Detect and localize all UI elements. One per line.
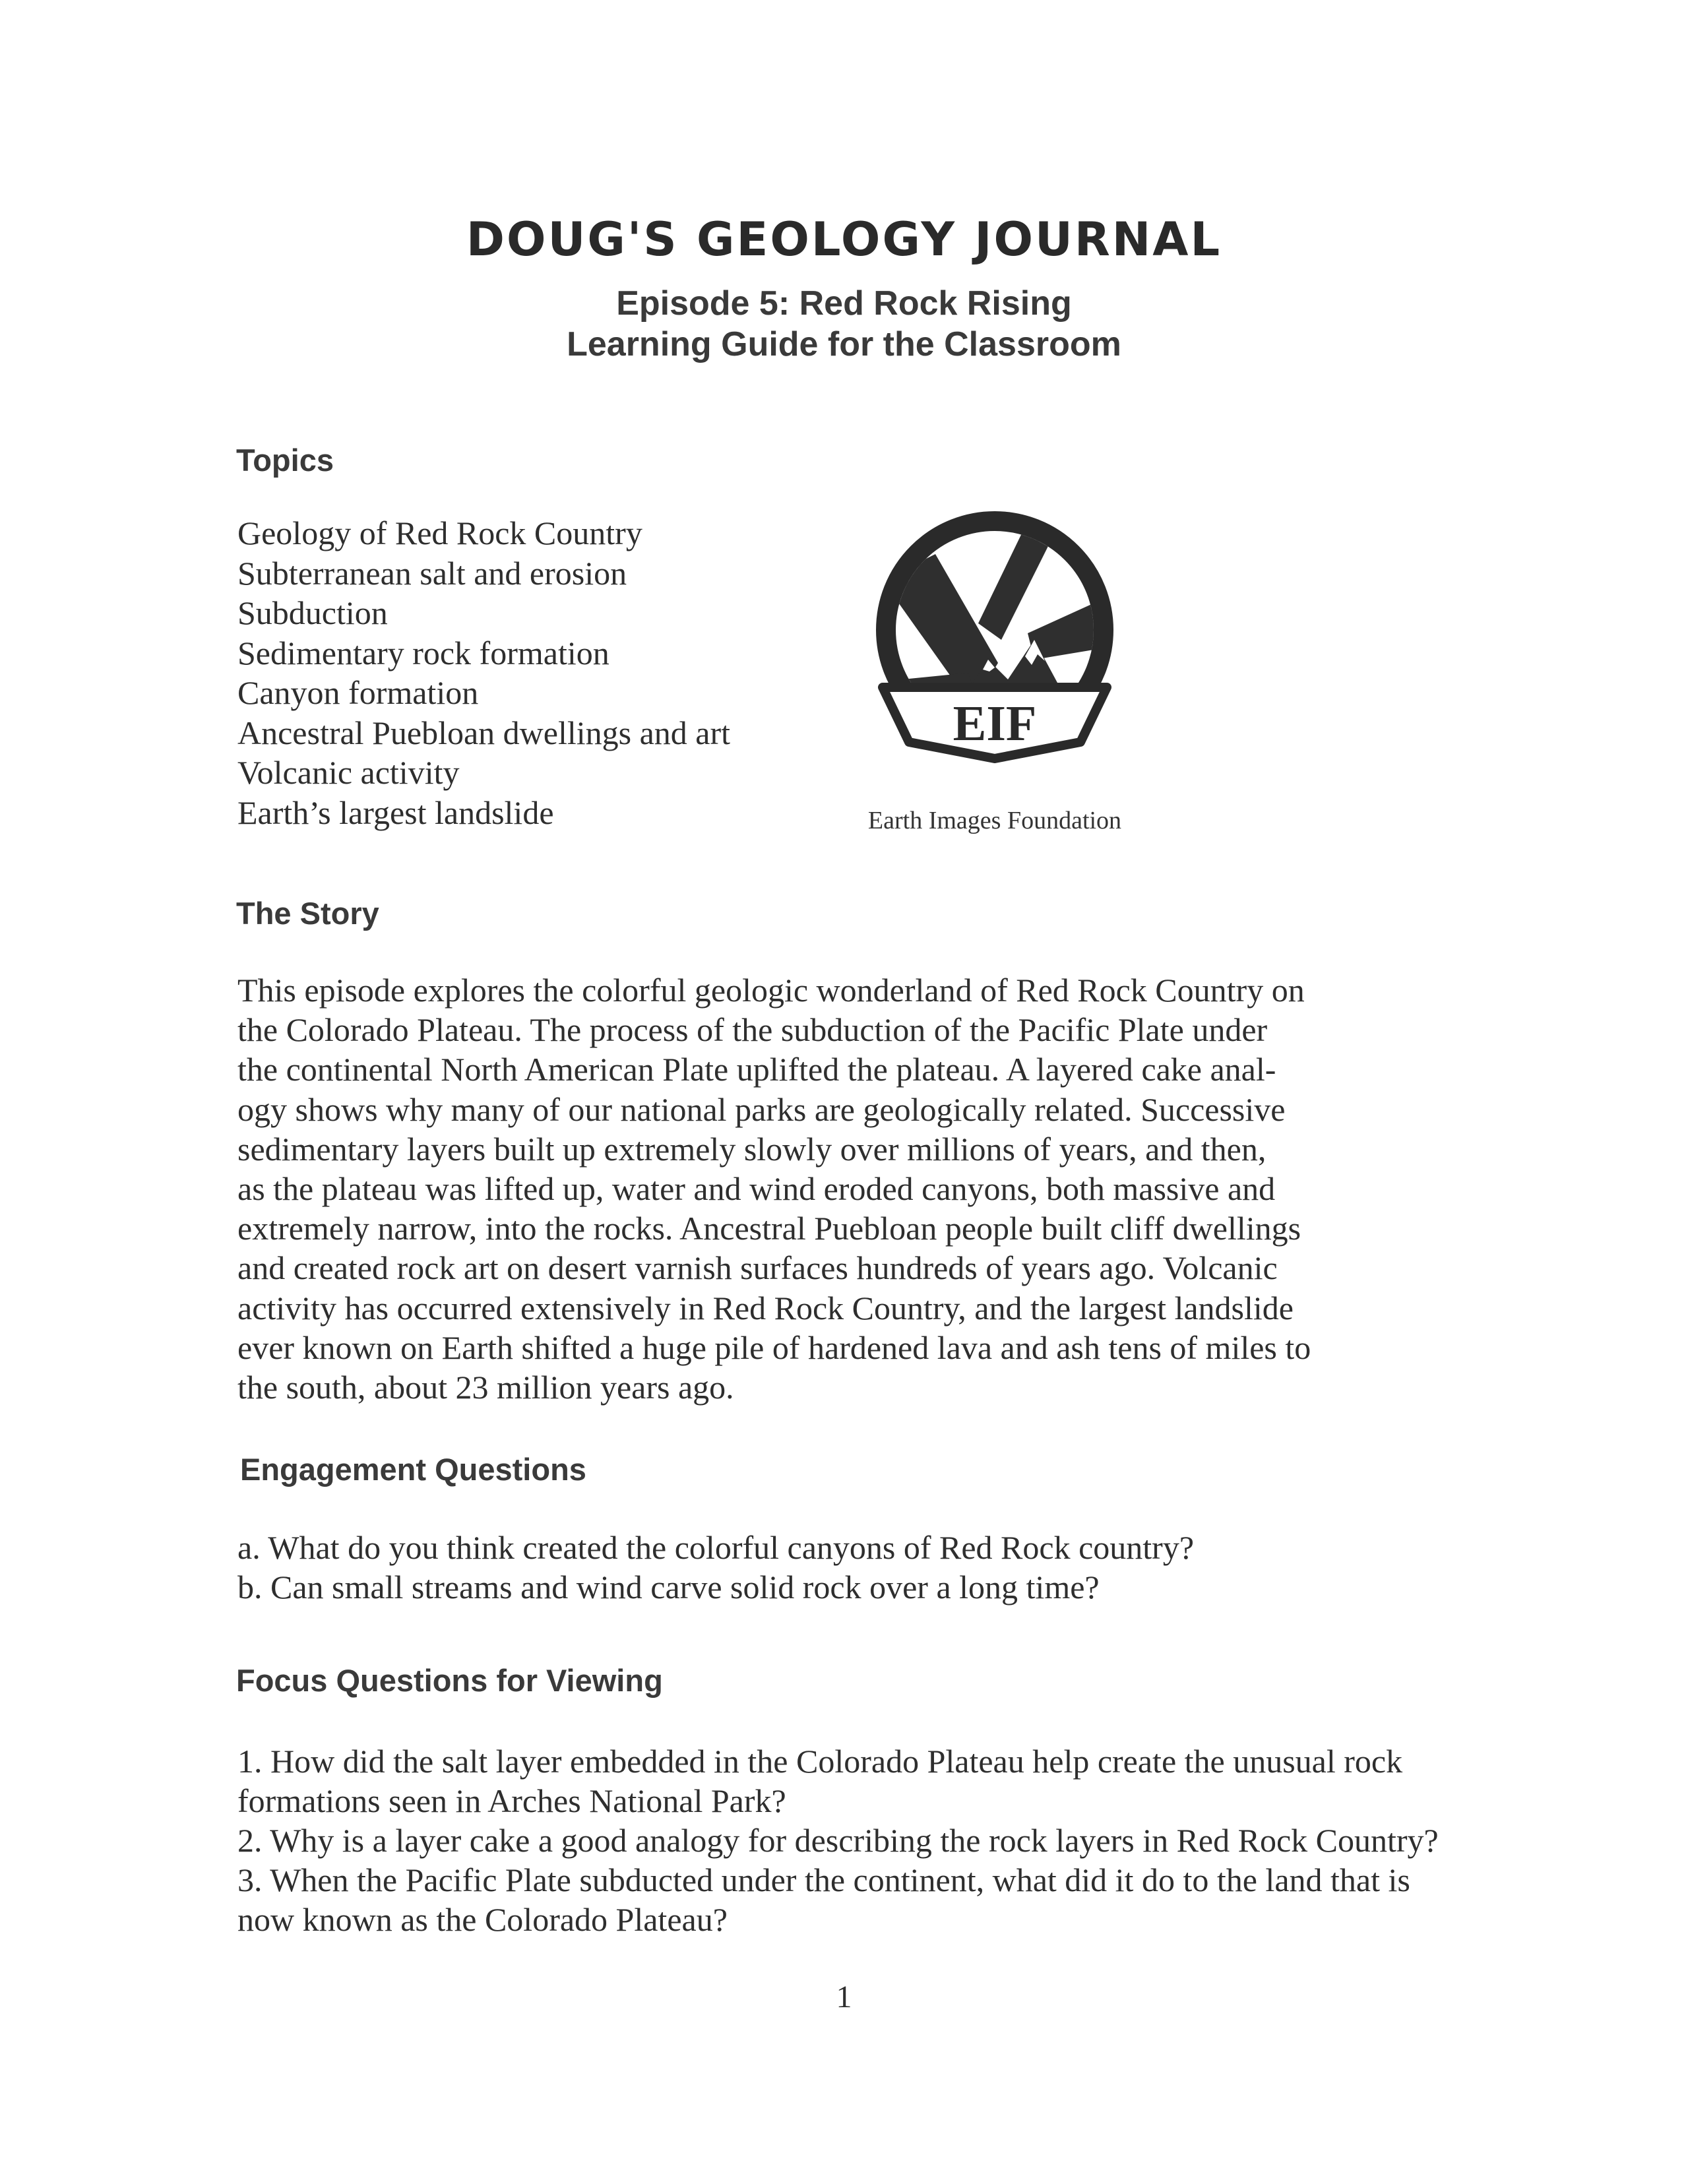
topics-list bbox=[237, 513, 730, 832]
story-line: the continental North American Plate uplifted the plateau. A layered cake anal- bbox=[237, 1051, 1276, 1088]
story-line: activity has occurred extensively in Red Rock Country, and the largest landslide bbox=[237, 1289, 1294, 1326]
topic-item: Geology of Red Rock Country bbox=[237, 515, 642, 551]
page-number: 1 bbox=[836, 1980, 852, 2014]
story-line: as the plateau was lifted up, water and wind eroded canyons, both massive and bbox=[237, 1170, 1276, 1208]
logo-initials: EIF bbox=[953, 696, 1037, 751]
focus-question-line: 3. When the Pacific Plate subducted under the continent, what did it do to the land that is bbox=[237, 1861, 1410, 1898]
story-line: and created rock art on desert varnish surfaces hundreds of years ago. Volcanic bbox=[237, 1249, 1278, 1287]
focus-question-line: now known as the Colorado Plateau? bbox=[237, 1901, 728, 1938]
story-line: the Colorado Plateau. The process of the subduction of the Pacific Plate under bbox=[237, 1011, 1268, 1049]
engagement-question: b. Can small streams and wind carve solid rock over a long time? bbox=[237, 1569, 1100, 1606]
topic-item: Volcanic activity bbox=[237, 754, 460, 791]
topic-item: Subduction bbox=[237, 594, 388, 631]
guide-title: Learning Guide for the Classroom bbox=[567, 325, 1121, 363]
story-line: ever known on Earth shifted a huge pile of hardened lava and ash tens of miles to bbox=[237, 1328, 1311, 1366]
topic-item: Earth’s largest landslide bbox=[237, 794, 554, 831]
engagement-heading: Engagement Questions bbox=[240, 1452, 586, 1487]
topic-item: Sedimentary rock formation bbox=[237, 634, 610, 671]
focus-heading: Focus Questions for Viewing bbox=[236, 1663, 663, 1698]
topic-item: Canyon formation bbox=[237, 674, 479, 711]
topics-heading: Topics bbox=[236, 443, 334, 478]
focus-list bbox=[237, 1741, 1439, 1939]
engagement-list bbox=[237, 1528, 1194, 1607]
logo-caption: Earth Images Foundation bbox=[867, 807, 1122, 834]
engagement-question: a. What do you think created the colorful canyons of Red Rock country? bbox=[237, 1529, 1195, 1566]
story-line: ogy shows why many of our national parks are geologically related. Successive bbox=[237, 1090, 1286, 1128]
story-line: This episode explores the colorful geologic wonderland of Red Rock Country on bbox=[237, 972, 1305, 1009]
story-line: sedimentary layers built up extremely slowly over millions of years, and then, bbox=[237, 1130, 1266, 1168]
focus-question-line: 1. How did the salt layer embedded in the Colorado Plateau help create the unusual rock bbox=[237, 1743, 1403, 1780]
topic-item: Ancestral Puebloan dwellings and art bbox=[237, 714, 731, 751]
aperture-mountain-icon bbox=[836, 508, 1153, 811]
episode-title: Episode 5: Red Rock Rising bbox=[616, 284, 1072, 323]
story-line: the south, about 23 million years ago. bbox=[237, 1369, 734, 1406]
story-heading: The Story bbox=[236, 896, 379, 931]
topic-item: Subterranean salt and erosion bbox=[237, 554, 627, 592]
journal-title: DOUG'S GEOLOGY JOURNAL bbox=[466, 212, 1222, 266]
eif-logo bbox=[836, 508, 1153, 851]
focus-question-line: 2. Why is a layer cake a good analogy for describing the rock layers in Red Rock Country? bbox=[237, 1822, 1439, 1859]
story-paragraph bbox=[237, 970, 1319, 1407]
story-line: extremely narrow, into the rocks. Ancestral Puebloan people built cliff dwellings bbox=[237, 1210, 1301, 1247]
focus-question-line: formations seen in Arches National Park? bbox=[237, 1782, 786, 1819]
